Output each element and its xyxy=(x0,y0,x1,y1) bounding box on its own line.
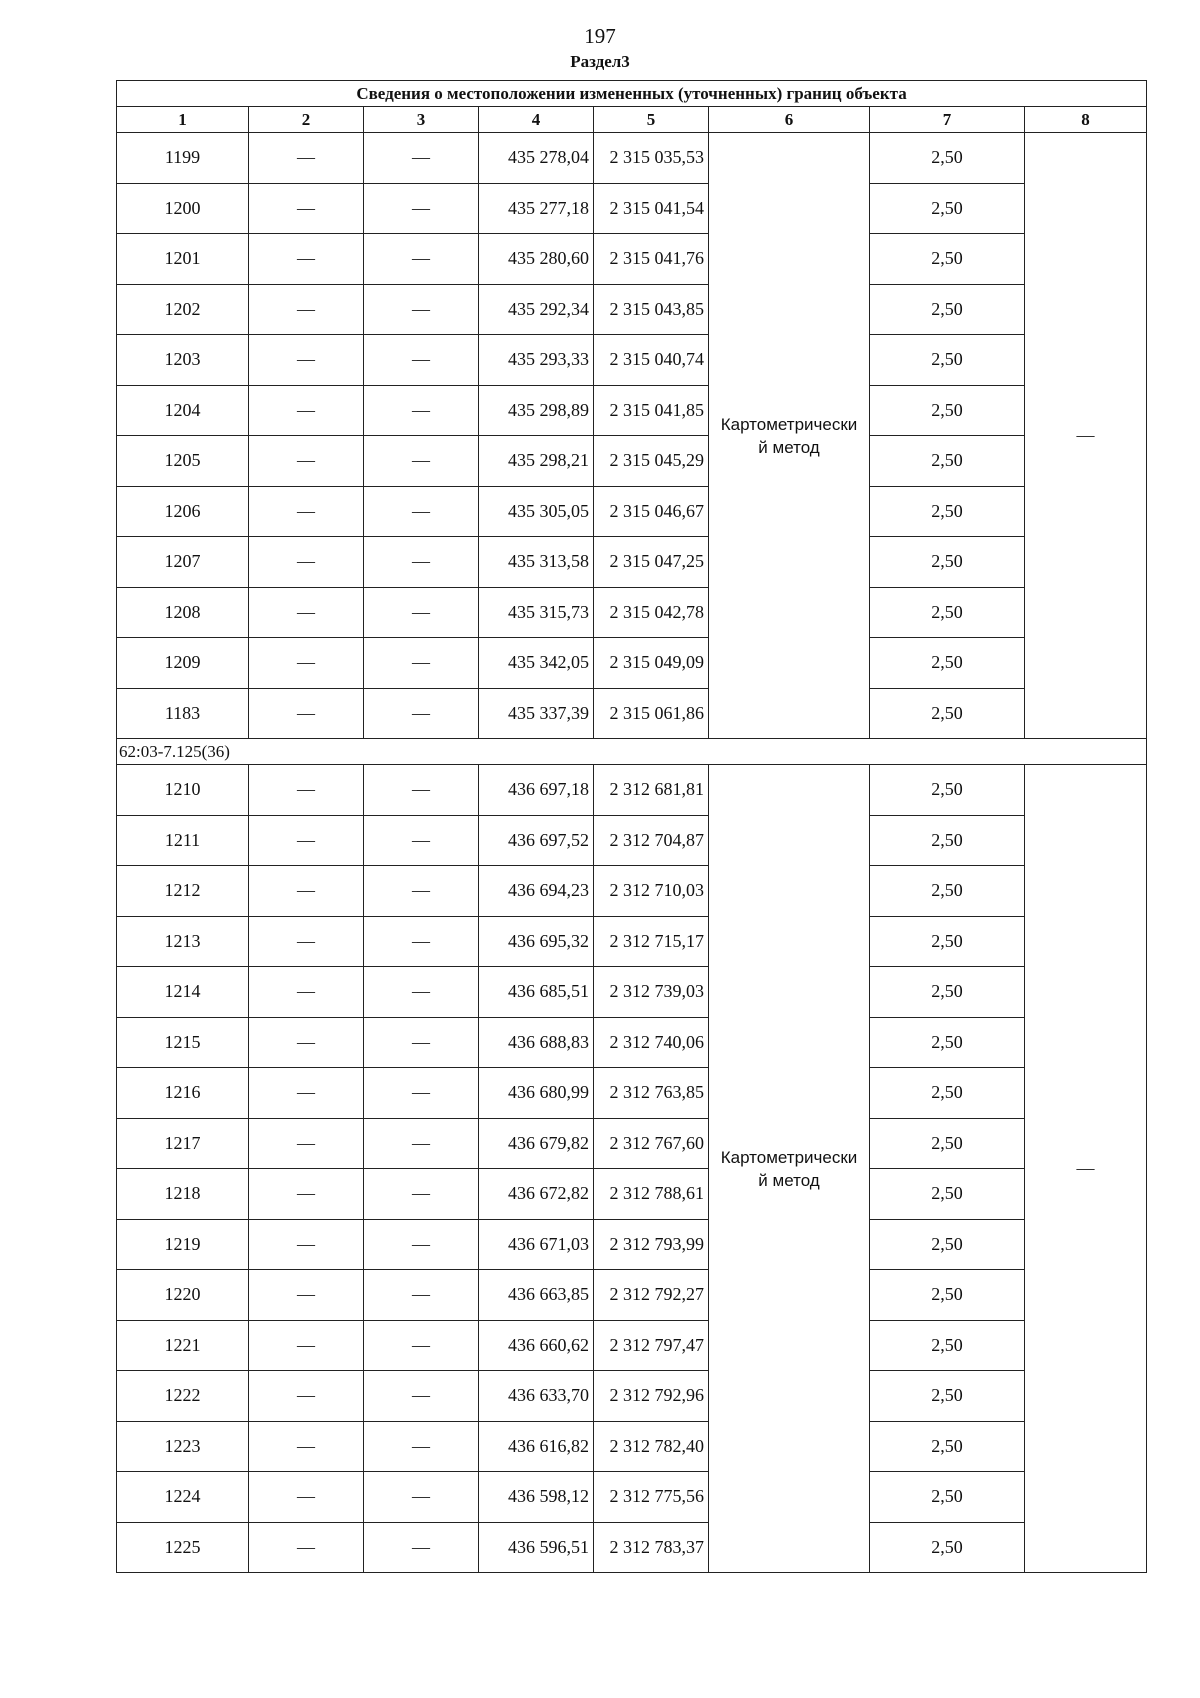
table-row xyxy=(117,1118,1147,1169)
dash-cell: — xyxy=(249,234,364,285)
point-number-cell: 1201 xyxy=(117,234,249,285)
accuracy-cell: 2,50 xyxy=(870,638,1025,689)
y-coordinate-cell: 2 312 775,56 xyxy=(594,1472,709,1523)
point-number-cell: 1208 xyxy=(117,587,249,638)
point-number-cell: 1207 xyxy=(117,537,249,588)
y-coordinate-cell: 2 315 043,85 xyxy=(594,284,709,335)
y-coordinate-cell: 2 312 681,81 xyxy=(594,765,709,816)
accuracy-cell: 2,50 xyxy=(870,1371,1025,1422)
accuracy-cell: 2,50 xyxy=(870,284,1025,335)
accuracy-cell: 2,50 xyxy=(870,537,1025,588)
accuracy-cell: 2,50 xyxy=(870,234,1025,285)
table-body xyxy=(117,133,1147,1573)
boundary-coordinates-table xyxy=(116,80,1147,1573)
x-coordinate-cell: 436 598,12 xyxy=(479,1472,594,1523)
dash-cell: — xyxy=(249,1118,364,1169)
cadastral-group-label: 62:03-7.125(36) xyxy=(117,739,1147,765)
table-row xyxy=(117,183,1147,234)
x-coordinate-cell: 435 342,05 xyxy=(479,638,594,689)
accuracy-cell: 2,50 xyxy=(870,385,1025,436)
y-coordinate-cell: 2 315 040,74 xyxy=(594,335,709,386)
x-coordinate-cell: 436 679,82 xyxy=(479,1118,594,1169)
point-number-cell: 1212 xyxy=(117,866,249,917)
dash-cell: — xyxy=(249,486,364,537)
point-number-cell: 1203 xyxy=(117,335,249,386)
dash-cell: — xyxy=(364,133,479,184)
point-number-cell: 1217 xyxy=(117,1118,249,1169)
table-row xyxy=(117,284,1147,335)
y-coordinate-cell: 2 315 041,85 xyxy=(594,385,709,436)
accuracy-cell: 2,50 xyxy=(870,765,1025,816)
dash-cell: — xyxy=(249,866,364,917)
dash-cell: — xyxy=(249,1421,364,1472)
column-header: 1 xyxy=(117,107,249,133)
table-row xyxy=(117,866,1147,917)
x-coordinate-cell: 436 633,70 xyxy=(479,1371,594,1422)
accuracy-cell: 2,50 xyxy=(870,1219,1025,1270)
y-coordinate-cell: 2 312 788,61 xyxy=(594,1169,709,1220)
y-coordinate-cell: 2 312 792,27 xyxy=(594,1270,709,1321)
dash-cell: — xyxy=(364,587,479,638)
dash-cell: — xyxy=(364,183,479,234)
dash-cell: — xyxy=(249,385,364,436)
x-coordinate-cell: 436 671,03 xyxy=(479,1219,594,1270)
dash-cell: — xyxy=(249,1472,364,1523)
dash-cell: — xyxy=(364,815,479,866)
y-coordinate-cell: 2 312 782,40 xyxy=(594,1421,709,1472)
table-row xyxy=(117,815,1147,866)
x-coordinate-cell: 436 660,62 xyxy=(479,1320,594,1371)
x-coordinate-cell: 435 292,34 xyxy=(479,284,594,335)
dash-cell: — xyxy=(364,1371,479,1422)
y-coordinate-cell: 2 312 704,87 xyxy=(594,815,709,866)
group-header-row xyxy=(117,739,1147,765)
point-number-cell: 1214 xyxy=(117,967,249,1018)
dash-cell: — xyxy=(364,1472,479,1523)
table-row xyxy=(117,587,1147,638)
table-row xyxy=(117,537,1147,588)
y-coordinate-cell: 2 312 763,85 xyxy=(594,1068,709,1119)
dash-cell: — xyxy=(249,1068,364,1119)
column-header: 7 xyxy=(870,107,1025,133)
column-header: 5 xyxy=(594,107,709,133)
point-number-cell: 1213 xyxy=(117,916,249,967)
table-row xyxy=(117,1522,1147,1573)
table-row xyxy=(117,638,1147,689)
point-number-cell: 1221 xyxy=(117,1320,249,1371)
table-row xyxy=(117,1017,1147,1068)
accuracy-cell: 2,50 xyxy=(870,183,1025,234)
x-coordinate-cell: 435 280,60 xyxy=(479,234,594,285)
x-coordinate-cell: 436 697,18 xyxy=(479,765,594,816)
table-row xyxy=(117,1219,1147,1270)
x-coordinate-cell: 435 337,39 xyxy=(479,688,594,739)
page-number: 197 xyxy=(584,24,616,48)
table-row xyxy=(117,1068,1147,1119)
accuracy-cell: 2,50 xyxy=(870,1118,1025,1169)
point-number-cell: 1210 xyxy=(117,765,249,816)
accuracy-cell: 2,50 xyxy=(870,1068,1025,1119)
accuracy-cell: 2,50 xyxy=(870,916,1025,967)
dash-cell: — xyxy=(364,1522,479,1573)
point-number-cell: 1220 xyxy=(117,1270,249,1321)
dash-cell: — xyxy=(364,537,479,588)
point-number-cell: 1200 xyxy=(117,183,249,234)
x-coordinate-cell: 436 695,32 xyxy=(479,916,594,967)
accuracy-cell: 2,50 xyxy=(870,133,1025,184)
x-coordinate-cell: 436 697,52 xyxy=(479,815,594,866)
dash-cell: — xyxy=(249,638,364,689)
dash-cell: — xyxy=(249,183,364,234)
x-coordinate-cell: 435 305,05 xyxy=(479,486,594,537)
dash-cell: — xyxy=(364,284,479,335)
dash-cell: — xyxy=(249,537,364,588)
dash-cell: — xyxy=(249,1169,364,1220)
column-header: 3 xyxy=(364,107,479,133)
table-row xyxy=(117,688,1147,739)
point-number-cell: 1218 xyxy=(117,1169,249,1220)
accuracy-cell: 2,50 xyxy=(870,815,1025,866)
y-coordinate-cell: 2 312 797,47 xyxy=(594,1320,709,1371)
dash-cell: — xyxy=(249,335,364,386)
point-number-cell: 1199 xyxy=(117,133,249,184)
table-row xyxy=(117,133,1147,184)
y-coordinate-cell: 2 312 783,37 xyxy=(594,1522,709,1573)
table-row xyxy=(117,916,1147,967)
point-number-cell: 1206 xyxy=(117,486,249,537)
y-coordinate-cell: 2 315 041,54 xyxy=(594,183,709,234)
dash-cell: — xyxy=(364,234,479,285)
dash-cell: — xyxy=(364,967,479,1018)
y-coordinate-cell: 2 312 740,06 xyxy=(594,1017,709,1068)
accuracy-cell: 2,50 xyxy=(870,587,1025,638)
dash-cell: — xyxy=(364,638,479,689)
dash-cell: — xyxy=(364,1017,479,1068)
x-coordinate-cell: 436 694,23 xyxy=(479,866,594,917)
dash-cell: — xyxy=(364,486,479,537)
point-number-cell: 1202 xyxy=(117,284,249,335)
point-number-cell: 1224 xyxy=(117,1472,249,1523)
table-row xyxy=(117,234,1147,285)
section-title: Раздел3 xyxy=(570,52,630,71)
dash-cell: — xyxy=(364,1219,479,1270)
column-header: 6 xyxy=(709,107,870,133)
accuracy-cell: 2,50 xyxy=(870,486,1025,537)
column-header: 8 xyxy=(1025,107,1147,133)
accuracy-cell: 2,50 xyxy=(870,1472,1025,1523)
dash-cell: — xyxy=(249,436,364,487)
y-coordinate-cell: 2 315 047,25 xyxy=(594,537,709,588)
accuracy-cell: 2,50 xyxy=(870,436,1025,487)
x-coordinate-cell: 435 313,58 xyxy=(479,537,594,588)
table-row xyxy=(117,1169,1147,1220)
dash-cell: — xyxy=(249,1522,364,1573)
dash-cell: — xyxy=(364,1169,479,1220)
y-coordinate-cell: 2 312 739,03 xyxy=(594,967,709,1018)
point-number-cell: 1211 xyxy=(117,815,249,866)
accuracy-cell: 2,50 xyxy=(870,1522,1025,1573)
table-row xyxy=(117,436,1147,487)
point-number-cell: 1216 xyxy=(117,1068,249,1119)
y-coordinate-cell: 2 312 710,03 xyxy=(594,866,709,917)
dash-cell: — xyxy=(364,1118,479,1169)
table-row xyxy=(117,1472,1147,1523)
accuracy-cell: 2,50 xyxy=(870,1169,1025,1220)
dash-cell: — xyxy=(364,688,479,739)
x-coordinate-cell: 436 685,51 xyxy=(479,967,594,1018)
dash-cell: — xyxy=(249,1320,364,1371)
dash-cell: — xyxy=(249,133,364,184)
point-number-cell: 1205 xyxy=(117,436,249,487)
table-row xyxy=(117,1371,1147,1422)
accuracy-cell: 2,50 xyxy=(870,335,1025,386)
table-row xyxy=(117,1421,1147,1472)
dash-cell: — xyxy=(364,335,479,386)
dash-cell: — xyxy=(249,916,364,967)
point-number-cell: 1209 xyxy=(117,638,249,689)
dash-cell: — xyxy=(364,1270,479,1321)
dash-cell: — xyxy=(249,1219,364,1270)
column-8-cell: — xyxy=(1025,765,1147,1573)
table-row xyxy=(117,1320,1147,1371)
accuracy-cell: 2,50 xyxy=(870,1320,1025,1371)
dash-cell: — xyxy=(364,436,479,487)
dash-cell: — xyxy=(249,284,364,335)
dash-cell: — xyxy=(364,916,479,967)
y-coordinate-cell: 2 315 035,53 xyxy=(594,133,709,184)
x-coordinate-cell: 435 293,33 xyxy=(479,335,594,386)
dash-cell: — xyxy=(249,967,364,1018)
method-cell: Картометрически й метод xyxy=(709,133,870,739)
column-header: 4 xyxy=(479,107,594,133)
table-row xyxy=(117,385,1147,436)
table-row xyxy=(117,335,1147,386)
point-number-cell: 1204 xyxy=(117,385,249,436)
dash-cell: — xyxy=(249,587,364,638)
table-row xyxy=(117,967,1147,1018)
x-coordinate-cell: 436 688,83 xyxy=(479,1017,594,1068)
x-coordinate-cell: 436 596,51 xyxy=(479,1522,594,1573)
accuracy-cell: 2,50 xyxy=(870,688,1025,739)
dash-cell: — xyxy=(364,1320,479,1371)
x-coordinate-cell: 435 298,21 xyxy=(479,436,594,487)
x-coordinate-cell: 436 680,99 xyxy=(479,1068,594,1119)
table-row xyxy=(117,486,1147,537)
dash-cell: — xyxy=(249,765,364,816)
x-coordinate-cell: 435 278,04 xyxy=(479,133,594,184)
point-number-cell: 1183 xyxy=(117,688,249,739)
y-coordinate-cell: 2 315 046,67 xyxy=(594,486,709,537)
x-coordinate-cell: 435 277,18 xyxy=(479,183,594,234)
y-coordinate-cell: 2 315 042,78 xyxy=(594,587,709,638)
accuracy-cell: 2,50 xyxy=(870,1421,1025,1472)
point-number-cell: 1222 xyxy=(117,1371,249,1422)
x-coordinate-cell: 435 298,89 xyxy=(479,385,594,436)
table-row xyxy=(117,765,1147,816)
dash-cell: — xyxy=(249,1270,364,1321)
dash-cell: — xyxy=(364,385,479,436)
y-coordinate-cell: 2 315 049,09 xyxy=(594,638,709,689)
dash-cell: — xyxy=(249,1017,364,1068)
dash-cell: — xyxy=(364,765,479,816)
accuracy-cell: 2,50 xyxy=(870,1270,1025,1321)
y-coordinate-cell: 2 312 793,99 xyxy=(594,1219,709,1270)
method-cell: Картометрически й метод xyxy=(709,765,870,1573)
x-coordinate-cell: 436 672,82 xyxy=(479,1169,594,1220)
y-coordinate-cell: 2 315 045,29 xyxy=(594,436,709,487)
accuracy-cell: 2,50 xyxy=(870,1017,1025,1068)
y-coordinate-cell: 2 315 041,76 xyxy=(594,234,709,285)
accuracy-cell: 2,50 xyxy=(870,866,1025,917)
x-coordinate-cell: 436 616,82 xyxy=(479,1421,594,1472)
dash-cell: — xyxy=(249,1371,364,1422)
point-number-cell: 1225 xyxy=(117,1522,249,1573)
dash-cell: — xyxy=(249,688,364,739)
y-coordinate-cell: 2 312 767,60 xyxy=(594,1118,709,1169)
dash-cell: — xyxy=(364,1421,479,1472)
dash-cell: — xyxy=(249,815,364,866)
column-header: 2 xyxy=(249,107,364,133)
y-coordinate-cell: 2 312 792,96 xyxy=(594,1371,709,1422)
point-number-cell: 1215 xyxy=(117,1017,249,1068)
column-8-cell: — xyxy=(1025,133,1147,739)
y-coordinate-cell: 2 315 061,86 xyxy=(594,688,709,739)
x-coordinate-cell: 436 663,85 xyxy=(479,1270,594,1321)
table-row xyxy=(117,1270,1147,1321)
dash-cell: — xyxy=(364,1068,479,1119)
point-number-cell: 1219 xyxy=(117,1219,249,1270)
dash-cell: — xyxy=(364,866,479,917)
y-coordinate-cell: 2 312 715,17 xyxy=(594,916,709,967)
x-coordinate-cell: 435 315,73 xyxy=(479,587,594,638)
accuracy-cell: 2,50 xyxy=(870,967,1025,1018)
point-number-cell: 1223 xyxy=(117,1421,249,1472)
table-caption: Сведения о местоположении измененных (уточненных) границ объекта xyxy=(117,81,1147,107)
